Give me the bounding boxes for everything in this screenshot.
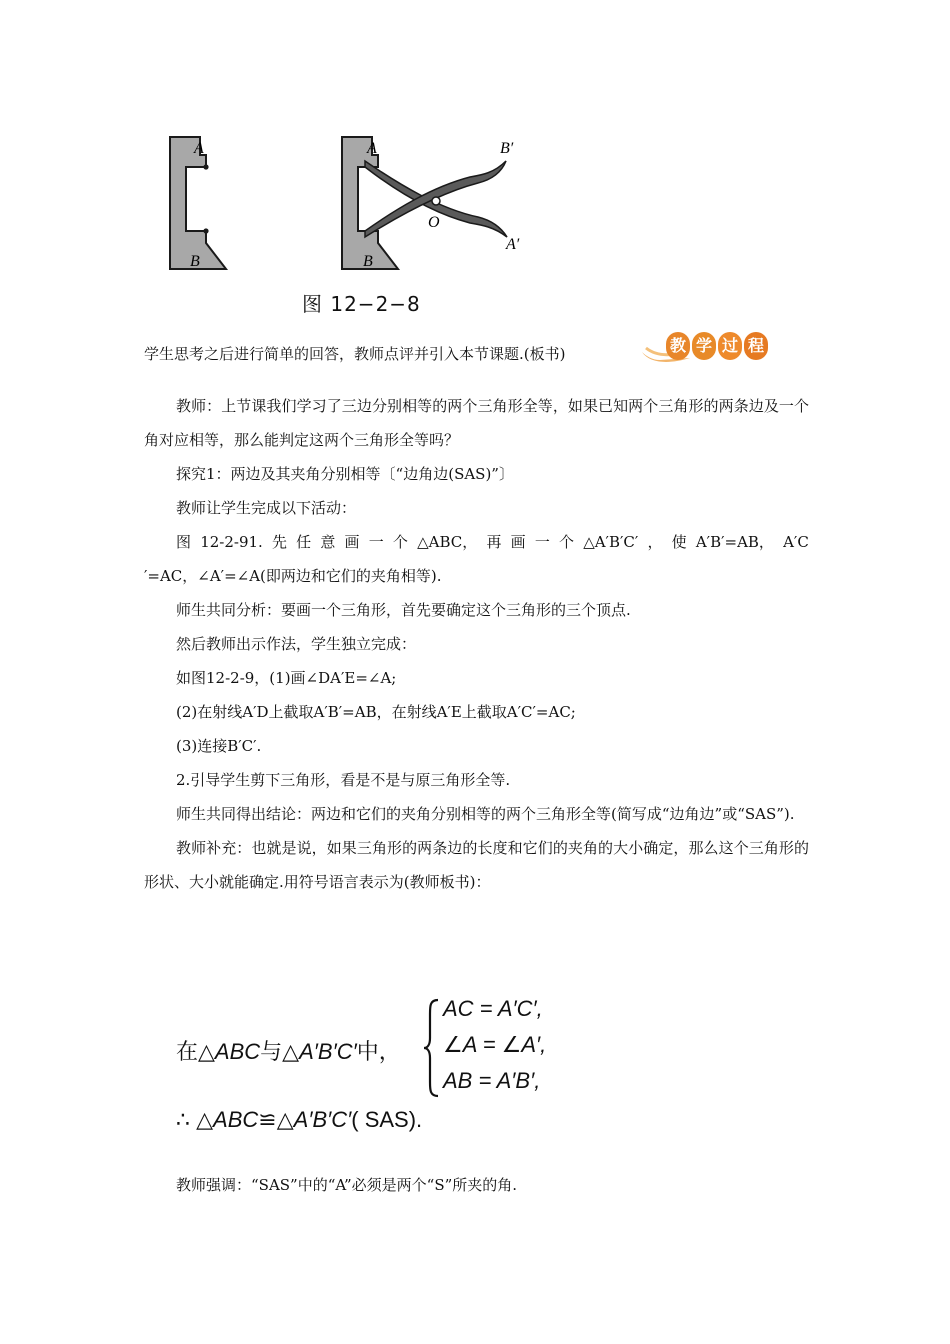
right-label-a: A xyxy=(367,140,377,157)
word: △A′B′C′ xyxy=(583,533,639,551)
intro-text: 学生思考之后进行简单的回答，教师点评并引入本节课题.(板书) xyxy=(144,345,566,363)
word: 个 xyxy=(559,533,575,551)
label-o: O xyxy=(428,214,440,231)
left-point-a xyxy=(203,164,208,169)
paragraph-teacher-emphasis: 教师强调：“SAS”中的“A”必须是两个“S”所夹的角. xyxy=(176,1176,518,1194)
badge-char-2: 学 xyxy=(692,332,716,360)
pivot-o xyxy=(432,197,440,205)
paragraph-activity-line-2: ′=AC，∠A′=∠A(即两边和它们的夹角相等). xyxy=(144,567,442,585)
paragraph-teacher-supplement: 教师补充：也就是说，如果三角形的两条边的长度和它们的夹角的大小确定，那么这个三角形的形状、大小就能确定.用符号语言表示为(教师板书)： xyxy=(144,839,809,891)
word: 画 xyxy=(344,533,360,551)
paragraph-step-1: 如图12-2-9，(1)画∠DA′E=∠A; xyxy=(176,669,397,687)
left-brace xyxy=(422,998,440,1098)
figure-caption: 图 12−2−8 xyxy=(302,292,421,316)
teaching-process-badge xyxy=(666,332,768,360)
word: 一 xyxy=(368,533,384,551)
left-label-b: B xyxy=(190,253,200,270)
formula-therefore-pre: ∴ △ xyxy=(176,1107,214,1132)
formula-lead-pre: 在△ xyxy=(176,1039,215,1064)
left-label-a: A xyxy=(194,140,204,157)
paragraph-activity-intro: 教师让学生完成以下活动： xyxy=(176,499,357,517)
body-section-1 xyxy=(144,389,809,899)
label-b-prime: B′ xyxy=(500,140,514,157)
formula-lead-mid: 与△ xyxy=(260,1039,300,1064)
badge-char-4: 程 xyxy=(744,332,768,360)
paragraph-method-intro: 然后教师出示作法，学生独立完成： xyxy=(176,635,417,653)
right-label-b: B xyxy=(363,253,373,270)
figure-12-2-8 xyxy=(160,125,560,315)
formula-lead xyxy=(176,1035,401,1066)
sas-formula xyxy=(176,996,596,1136)
paragraph-conclusion: 师生共同得出结论：两边和它们的夹角分别相等的两个三角形全等(简写成“边角边”或“SAS”). xyxy=(176,805,795,823)
word: 一 xyxy=(534,533,550,551)
body-section-2 xyxy=(144,1168,809,1202)
paragraph-step-2: (2)在射线A′D上截取A′B′=AB，在射线A′E上截取A′C′=AC; xyxy=(176,703,576,721)
formula-therefore-abc-prime: A′B′C′ xyxy=(293,1107,352,1132)
label-a-prime: A′ xyxy=(506,236,520,253)
formula-lead-abc-prime: A′B′C′ xyxy=(299,1039,357,1064)
paragraph-teacher-question: 教师：上节课我们学习了三边分别相等的两个三角形全等，如果已知两个三角形的两条边及一个角对应相等，那么能判定这两个三角形全等吗？ xyxy=(144,397,809,449)
paragraph-activity-line-1 xyxy=(144,525,809,559)
formula-therefore-post: ( SAS). xyxy=(351,1107,423,1132)
formula-therefore-abc: ABC xyxy=(213,1107,259,1132)
formula-row-ab: AB = A′B′, xyxy=(443,1068,541,1093)
badge-char-3: 过 xyxy=(718,332,742,360)
word: △ABC， xyxy=(417,533,478,551)
word: A′B′=AB， xyxy=(695,533,774,551)
word: 任 xyxy=(296,533,312,551)
word: ， xyxy=(647,533,663,551)
word: 个 xyxy=(392,533,408,551)
paragraph-joint-analysis: 师生共同分析：要画一个三角形，首先要确定这个三角形的三个顶点. xyxy=(176,601,631,619)
formula-row-ac: AC = A′C′, xyxy=(443,996,543,1021)
word: 使 xyxy=(671,533,687,551)
word: 先 xyxy=(271,533,287,551)
word: A′C xyxy=(783,533,809,551)
word: 图 xyxy=(176,533,192,551)
word: 12-2-91. xyxy=(200,533,263,551)
formula-lead-abc: ABC xyxy=(214,1039,261,1064)
word: 再 xyxy=(486,533,502,551)
paragraph-step-3: (3)连接B′C′. xyxy=(176,737,262,755)
paragraph-explore-1: 探究1：两边及其夹角分别相等〔“边角边(SAS)”〕 xyxy=(176,465,514,483)
formula-lead-post: 中， xyxy=(356,1039,401,1064)
word: 画 xyxy=(510,533,526,551)
formula-therefore-cong: ≌△ xyxy=(258,1107,294,1132)
formula-row-angle: ∠A = ∠A′, xyxy=(443,1032,547,1057)
paragraph-cut-triangle: 2.引导学生剪下三角形，看是不是与原三角形全等. xyxy=(176,771,511,789)
word: 意 xyxy=(320,533,336,551)
badge-char-1: 教 xyxy=(666,332,690,360)
left-point-b xyxy=(203,228,208,233)
formula-therefore xyxy=(176,1107,422,1133)
